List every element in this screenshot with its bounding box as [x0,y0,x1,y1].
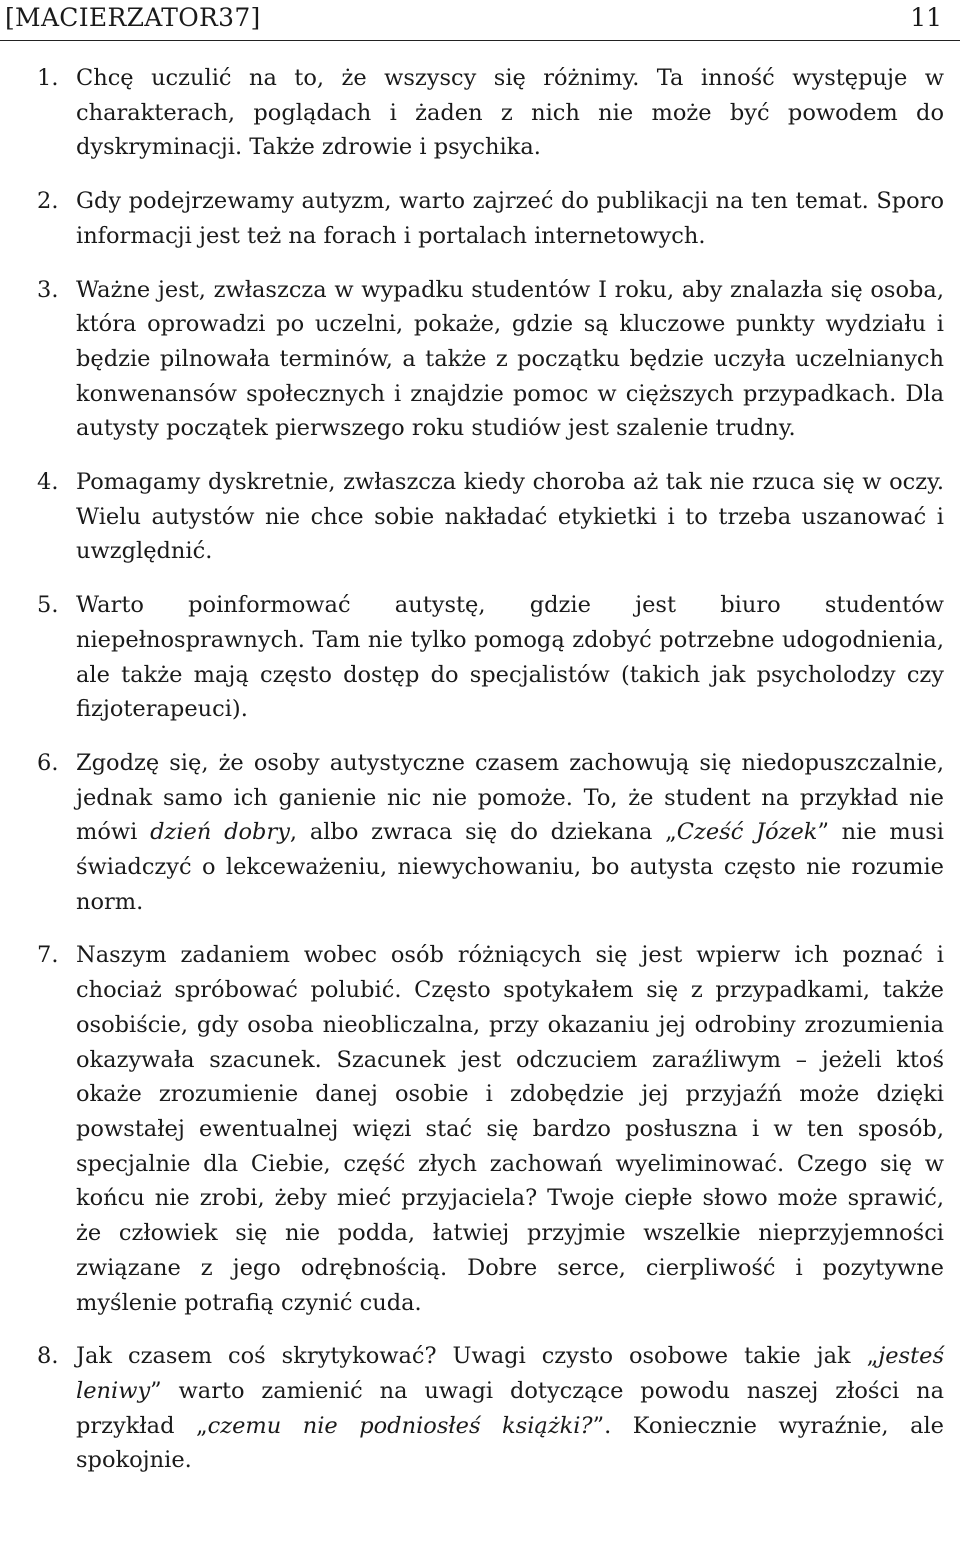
running-header [0,0,960,41]
list-item [0,273,960,447]
numbered-list [0,61,960,1497]
text-run: Gdy podejrzewamy autyzm, warto zajrzeć do publikacji na ten temat. Sporo informacji jest też na forach i portalach internetowych. [76,188,944,249]
list-item [0,938,960,1320]
text-run: Chcę uczulić na to, że wszyscy się różnimy. Ta inność występuje w charakterach, poglądach i żaden z nich nie może być powodem do dyskryminacji. Także zdrowie i psychika. [76,65,944,161]
list-item-text [76,465,944,569]
list-item-text [76,1339,944,1478]
italic-phrase: jesteś leniwy [76,1343,944,1404]
running-title: [MACIERZATOR37] [5,3,261,32]
list-item-text [76,273,944,447]
italic-phrase: Cześć Józek [676,819,818,846]
list-item [0,1339,960,1478]
list-item-text [76,61,944,165]
list-item [0,184,960,253]
text-run: Jak czasem coś skrytykować? Uwagi czysto osobowe takie jak „ [76,1343,879,1370]
text-run: Zgodzę się, że osoby autystyczne czasem zachowują się niedopuszczalnie, jednak samo ich ganienie nic nie pomoże. To, że student na przykład nie mówi [76,749,944,846]
italic-phrase: czemu nie podniosłeś książki? [207,1412,593,1439]
list-item-number: 8. [37,1343,59,1370]
list-item-text [76,184,944,253]
page-number: 11 [910,3,942,32]
list-item-number: 5. [37,592,59,619]
list-item-number: 4. [37,469,59,496]
text-run: Naszym zadaniem wobec osób różniących się jest wpierw ich poznać i chociaż spróbować polubić. Często spotykałem się z przypadkami, także osobiście, gdy osoba nieobliczalna, przy okazaniu jej odrobiny zrozumienia okazywała szacunek. Szacunek jest odczuciem zaraźliwym – jeżeli ktoś okaże zrozumienie danej osobie i zdobędzie jej przyjaźń może dzięki powstałej ewentualnej więzi stać się bardzo posłuszna i w ten sposób, specjalnie dla Ciebie, część złych zachowań wyeliminować. Czego się w końcu nie zrobi, żeby mieć przyjaciela? Twoje ciepłe słowo może sprawić, że człowiek się nie podda, łatwiej przyjmie wszelkie nieprzyjemności związane z jego odrębnością. Dobre serce, cierpliwość i pozytywne myślenie potrafią czynić cuda. [76,942,944,1316]
list-item [0,61,960,165]
list-item [0,465,960,569]
list-item-number: 3. [37,276,59,303]
list-item-text [76,588,944,727]
list-item-number: 7. [37,942,59,969]
text-run: Pomagamy dyskretnie, zwłaszcza kiedy choroba aż tak nie rzuca się w oczy. Wielu autystów nie chce sobie nakładać etykietki i to trzeba uszanować i uwzględnić. [76,469,944,565]
text-run: Warto poinformować autystę, gdzie jest biuro studentów niepełnosprawnych. Tam nie tylko pomogą zdobyć potrzebne udogodnienia, ale także mają często dostęp do specjalistów (takich jak psycholodzy czy fizjoterapeuci). [76,592,944,723]
text-run: ” warto zamienić na uwagi dotyczące powodu naszej złości na przykład „ [76,1377,944,1439]
list-item-text [76,938,944,1320]
list-item-text [76,746,944,920]
text-run: Ważne jest, zwłaszcza w wypadku studentów I roku, aby znalazła się osoba, która oprowadzi po uczelni, pokaże, gdzie są kluczowe punkty wydziału i będzie pilnowała terminów, a także z początku będzie uczyła uczelnianych konwenansów społecznych i znajdzie pomoc w cięższych przypadkach. Dla autysty początek pierwszego roku studiów jest szalenie trudny. [76,276,944,442]
text-run: ” nie musi świadczyć o lekceważeniu, niewychowaniu, bo autysta często nie rozumie norm. [76,819,944,915]
text-run: ”. Koniecznie wyraźnie, ale spokojnie. [76,1412,944,1474]
list-item-number: 2. [37,188,59,215]
list-item [0,588,960,727]
list-item-number: 6. [37,749,59,776]
italic-phrase: dzień dobry [150,819,290,846]
list-item [0,746,960,920]
text-run: , albo zwraca się do dziekana „ [289,819,677,846]
list-item-number: 1. [37,65,59,91]
